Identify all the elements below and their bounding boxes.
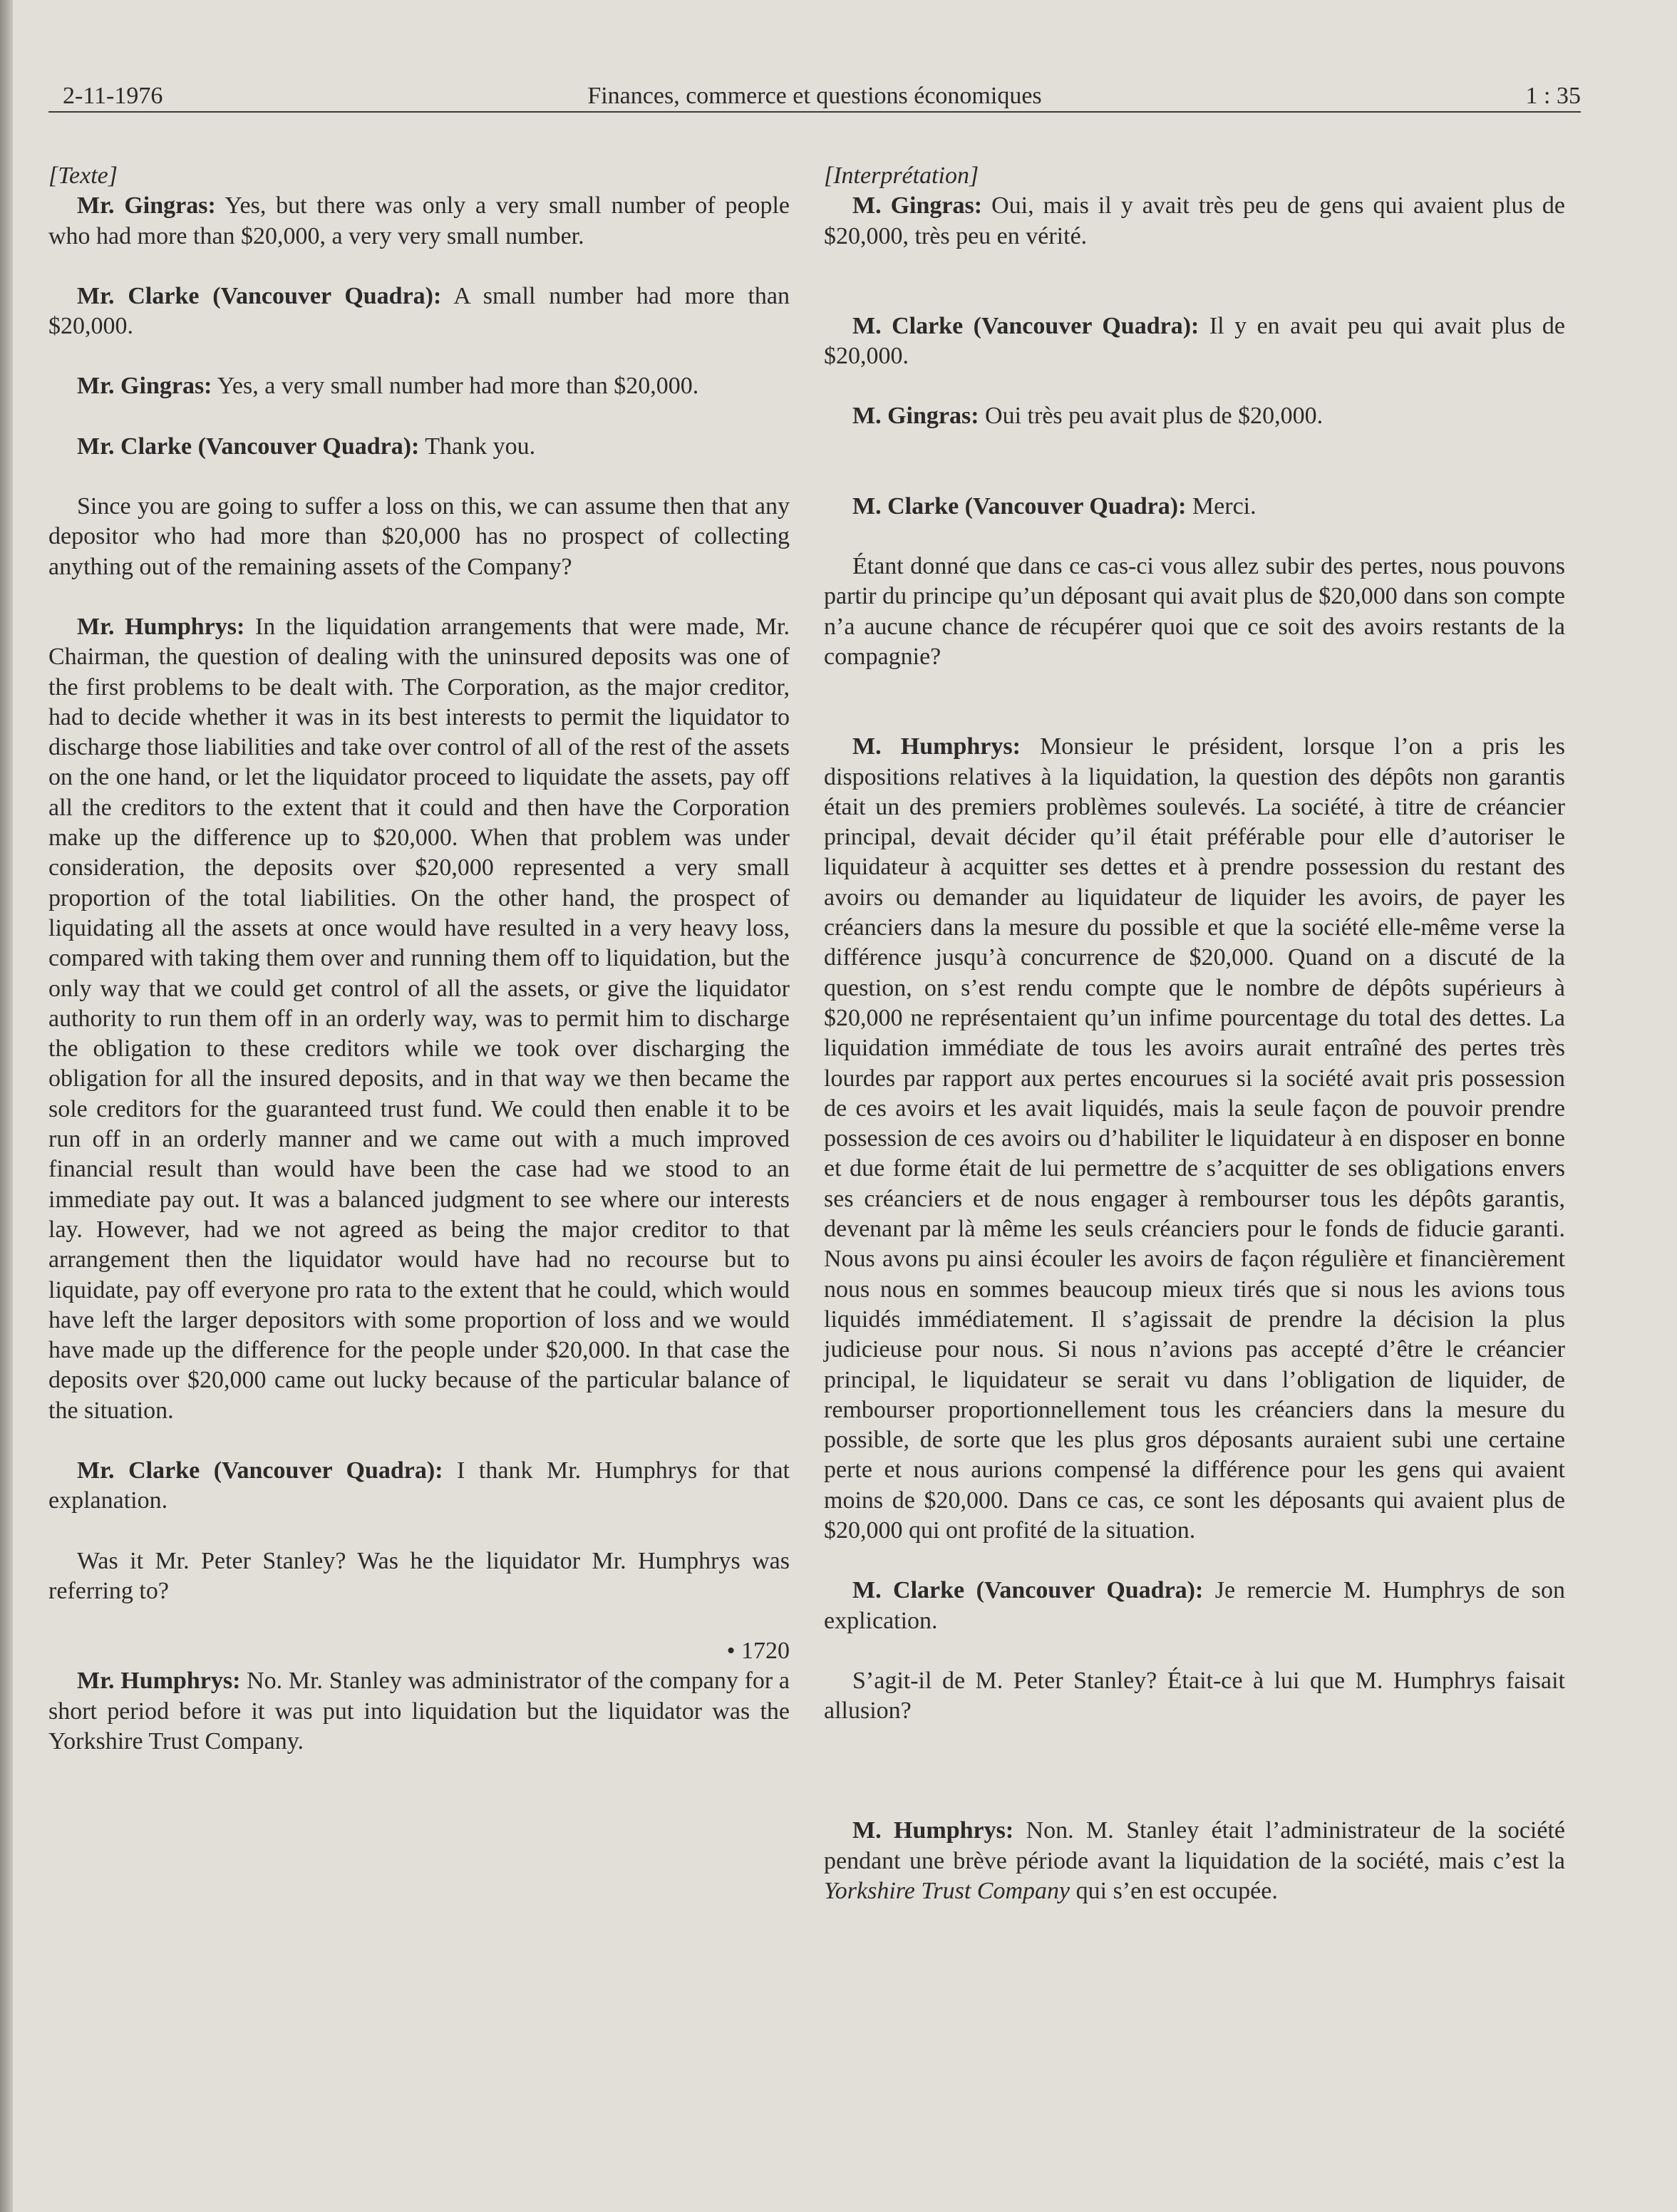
paragraph [824, 732, 1565, 1546]
speech-text: In the liquidation arrangements that were made, Mr. Chairman, the question of dealing with the uninsured deposits was one of the first problems to be dealt with. The Corporation, as the major creditor, had to decide whether it was in its best interests to permit the liquidator to discharge those liabilities and take over control of all of the rest of the assets on the one hand, or let the liquidator proceed to liquidate the assets, pay off all the creditors to the extent that it could and then have the Corporation make up the difference up to $20,000. When that problem was under consideration, the deposits over $20,000 represented a very small proportion of the total liabilities. On the other hand, the prospect of liquidating all the assets at once would have resulted in a very heavy loss, compared with taking them over and running them off to liquidation, but the only way that we could get control of all the assets, or give the liquidator authority to run them off in an orderly way, was to permit him to discharge the obligation to these creditors while we took over discharging the obligation for all the insured deposits, and in that way we then became the sole creditors for the guaranteed trust fund. We could then enable it to be run off in an orderly manner and we came out with a much improved financial result than would have been the case had we stood to an immediate pay out. It was a balanced judgment to see where our interests lay. However, had we not agreed as being the major creditor to that arrangement then the liquidator would have had no recourse but to liquidate, pay off everyone pro rata to the extent that he could, which would have left the larger depositors with some proportion of loss and we would have made up the difference for the people under $20,000. In that case the deposits over $20,000 came out lucky because of the particular balance of the situation. [48, 613, 790, 1424]
paragraph: Since you are going to suffer a loss on this, we can assume then that any depositor who had more than $20,000 has no prospect of collecting anything out of the remaining assets of the Company? [48, 493, 790, 580]
paragraph: S’agit-il de M. Peter Stanley? Était-ce à lui que M. Humphrys faisait allusion? [824, 1667, 1565, 1725]
speaker: Mr. Humphrys: [77, 613, 245, 640]
page-edge-shadow [0, 0, 13, 2212]
header-date: 2-11-1976 [63, 83, 163, 109]
paragraph [48, 432, 790, 462]
paragraph [48, 281, 790, 342]
speaker: Mr. Gingras: [77, 192, 216, 219]
speaker: M. Humphrys: [852, 1817, 1014, 1844]
speech-text: Merci. [1186, 492, 1257, 520]
paragraph [48, 612, 790, 1426]
paragraph: Étant donné que dans ce cas-ci vous allez subir des pertes, nous pouvons partir du principe qu’un déposant qui avait plus de $20,000 dans son compte n’a aucune chance de récupérer quoi que ce soit des avoirs restants de la compagnie? [824, 553, 1565, 670]
paragraph [824, 401, 1565, 431]
speech-text: Oui, mais il y avait très peu de gens qui avaient plus de $20,000, très peu en vérité. [824, 192, 1565, 249]
section-label: [Texte] [48, 162, 118, 189]
column-english [48, 161, 790, 1757]
header-title: Finances, commerce et questions économiques [587, 83, 1042, 109]
speaker: M. Clarke (Vancouver Quadra): [852, 492, 1187, 520]
speech-text: No. Mr. Stanley was administrator of the company for a short period before it was put into liquidation but the liquidator was the Yorkshire Trust Company. [48, 1668, 790, 1755]
company-name: Yorkshire Trust Company [824, 1878, 1070, 1905]
paragraph [48, 1666, 790, 1757]
paragraph [824, 1816, 1565, 1906]
speech-text: Il y en avait peu qui avait plus de $20,000. [824, 312, 1565, 370]
speech-text: Yes, a very small number had more than $20,000. [212, 373, 699, 400]
speaker: Mr. Gingras: [77, 373, 212, 400]
speaker: Mr. Clarke (Vancouver Quadra): [77, 1457, 443, 1484]
speech-text: I thank Mr. Humphrys for that explanation. [48, 1457, 790, 1514]
paragraph [824, 1576, 1565, 1636]
paragraph [48, 371, 790, 401]
time-marker: • 1720 [726, 1638, 790, 1665]
speech-text: A small number had more than $20,000. [48, 282, 790, 340]
speech-text: Monsieur le président, lorsque l’on a pris les dispositions relatives à la liquidation, la question des dépôts non garantis était un des premiers problèmes soulevés. La société, à titre de créancier principal, devait décider qu’il était préférable pour elle d’autoriser le liquidateur à acquitter ses dettes et à prendre possession du restant des avoirs ou demander au liquidateur de liquider les avoirs, de payer les créanciers dans la mesure du possible et que la société elle-même verse la différence jusqu’à concurrence de $20,000. Quand on a discuté de la question, on s’est rendu compte que le nombre de dépôts supérieurs à $20,000 ne représentaient qu’un infime pourcentage du total des dettes. La liquidation immédiate de tous les avoirs aurait entraîné des pertes très lourdes par rapport aux pertes encourues si la société avait pris possession de ces avoirs et les avait liquidés, mais la seule façon de pouvoir prendre possession de ces avoirs ou d’habiliter le liquidateur à en disposer en bonne et due forme était de lui permettre de s’acquitter de ses obligations envers ses créanciers et de nous engager à rembourser tous les dépôts garantis, devenant par là même les seuls créanciers pour le fonds de fiducie garanti. Nous avons pu ainsi écouler les avoirs de façon régulière et financièrement nous nous en sommes beaucoup mieux tirés que si nous les avions tous liquidés immédiatement. Il s’agissait de prendre la décision la plus judicieuse pour nous. Si nous n’avions pas accepté d’être le créancier principal, le liquidateur se serait vu dans l’obligation de liquider, de rembourser proportionnellement tous les créanciers dans la mesure du possible, de sorte que les plus gros déposants auraient subi une certaine perte et nous aurions compensé la différence pour les gens qui avaient moins de $20,000. Dans ce cas, ce sont les déposants qui avaient plus de $20,000 qui ont profité de la situation. [824, 733, 1565, 1544]
speech-text: Non. M. Stanley était l’administrateur de la société pendant une brève période avant la liquidation de la société, mais c’est la [824, 1817, 1565, 1874]
speaker: Mr. Clarke (Vancouver Quadra): [77, 282, 442, 309]
paragraph [48, 1456, 790, 1516]
speaker: Mr. Clarke (Vancouver Quadra): [77, 433, 420, 460]
speech-text: qui s’en est occupée. [1070, 1878, 1278, 1905]
speaker: Mr. Humphrys: [77, 1668, 241, 1695]
speech-text: Thank you. [419, 433, 536, 460]
speaker: M. Clarke (Vancouver Quadra): [852, 1577, 1204, 1604]
paragraph: Was it Mr. Peter Stanley? Was he the liquidator Mr. Humphrys was referring to? [48, 1547, 790, 1604]
paragraph [824, 311, 1565, 372]
header-rule [48, 111, 1581, 113]
speech-text: Oui très peu avait plus de $20,000. [979, 403, 1323, 430]
header-page-number: 1 : 35 [1525, 83, 1581, 109]
speaker: M. Clarke (Vancouver Quadra): [852, 312, 1199, 339]
paragraph [824, 492, 1565, 522]
speech-text: Je remercie M. Humphrys de son explication. [824, 1577, 1565, 1634]
paragraph [48, 191, 790, 252]
section-label: [Interprétation] [824, 162, 979, 189]
paragraph [824, 191, 1565, 252]
speaker: M. Humphrys: [852, 733, 1021, 760]
speaker: M. Gingras: [852, 403, 979, 430]
speech-text: Yes, but there was only a very small number of people who had more than $20,000, a very very small number. [48, 192, 790, 249]
speaker: M. Gingras: [852, 192, 983, 219]
page-header [48, 74, 1581, 110]
column-french [824, 161, 1565, 1906]
